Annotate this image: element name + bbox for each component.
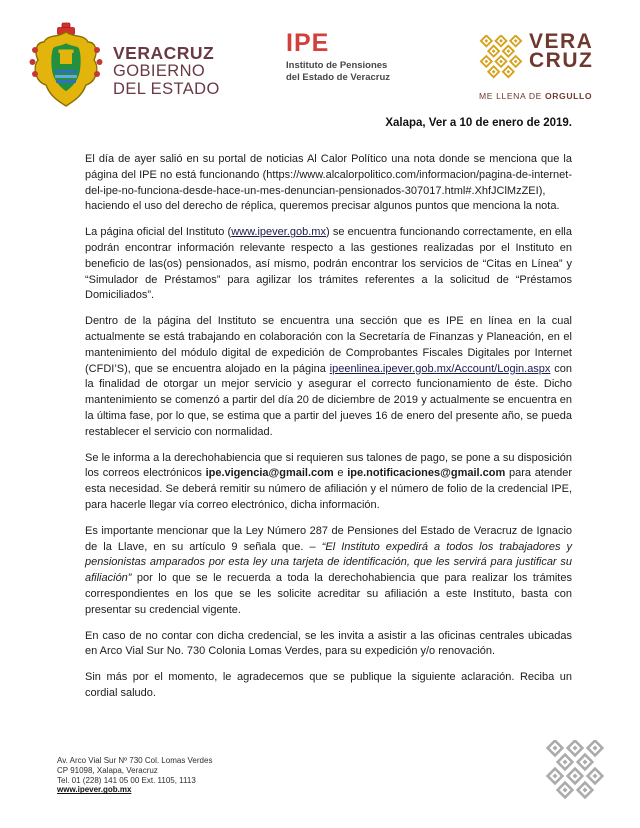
ipe-enlinea-login-link[interactable]: ipeenlinea.ipever.gob.mx/Account/Login.aspx (329, 362, 551, 375)
paragraph-news-note (85, 152, 572, 215)
paragraph-closing: Sin más por el momento, le agradecemos que se publique la siguiente aclaración. Reciba un cordial saludo. (85, 671, 572, 699)
gobierno-wordmark (113, 44, 220, 98)
ipe-logo (286, 30, 390, 84)
ipe-subtitle-line1: Instituto de Pensiones (286, 60, 388, 71)
ipe-acronym: IPE (286, 29, 330, 57)
brand-tagline (479, 91, 619, 101)
veracruz-brand-logo (479, 32, 619, 101)
veracruz-gobierno-logo (28, 22, 220, 108)
p4-text-post: para atender esta necesidad. Se deberá remitir su número de afiliación y el número de folio de la credencial IPE, para hacerle llegar vía correo electrónico, dicha información. (85, 467, 573, 511)
footer-address-line2: CP 91098, Xalapa, Veracruz (57, 765, 158, 775)
gobierno-line3: DEL ESTADO (113, 80, 220, 98)
paragraph-maintenance (85, 314, 572, 440)
law-article-quote: “El Instituto expedirá a todos los trabajadores y pensionistas amparados por esta ley una tarjeta de identificación, que les servirá para justificar su afiliación” (85, 540, 572, 585)
veracruz-textile-pattern-icon (479, 35, 523, 82)
alcalorpolitico-url: https://www.alcalorpolitico.com/informacion/pagina-de-internet-del-ipe-no-funciona-desde-hace-un-mes-denuncian-pensionados-307017.html#.XhfJClMzZEI (85, 168, 572, 197)
gobierno-state-name: VERACRUZ (113, 43, 215, 63)
tagline-prefix: ME LLENA DE (479, 91, 545, 101)
gobierno-line2: GOBIERNO (113, 62, 206, 80)
footer-contact-block (57, 756, 212, 795)
paragraph-credential-offices: En caso de no contar con dicha credencial, se les invita a asistir a las oficinas centrales ubicadas en Arco Vial Sur No. 730 Colonia Lomas Verdes, para su expedición y/o renovación. (85, 629, 572, 658)
p5-text-pre: Es importante mencionar que la Ley Número 287 de Pensiones del Estado de Veracruz de Ignacio de la Llave, en su artículo 9 señala que. – (85, 524, 572, 553)
p5-text-post: por lo que se le recuerda a toda la derechohabiencia que para realizar los trámites correspondientes en los que se les solicite acreditar su afiliación a este Instituto, basta con presentar su credencial vigente. (85, 572, 572, 616)
paragraph-official-site (85, 225, 572, 304)
p1-text-post: ), haciendo el uso del derecho de réplica, queremos precisar algunos puntos que menciona la nota. (85, 184, 560, 213)
footer-address-line1: Av. Arco Vial Sur Nº 730 Col. Lomas Verdes (57, 756, 213, 765)
email-notificaciones: ipe.notificaciones@gmail.com (347, 467, 506, 480)
paragraph-law-287 (85, 524, 572, 619)
date-line: Xalapa, Ver a 10 de enero de 2019. (385, 117, 572, 129)
letter-body (85, 152, 572, 712)
brand-word-vera: VERA (529, 30, 594, 53)
veracruz-brand-wordmark (529, 32, 593, 70)
footer-textile-pattern-icon (544, 740, 606, 804)
p2-text-post: ) se encuentra funcionando correctamente, en ella podrán encontrar información relevante respecto a las gestiones realizadas por el Instituto en beneficio de las(os) pensionados, así mismo, podrán encontrar los servicios de “Citas en Línea” y “Simulador de Préstamos” para agilizar los trámites referentes a la solicitud de “Préstamos Domiciliados”. (85, 226, 572, 302)
p2-text-pre: La página oficial del Instituto ( (85, 226, 232, 239)
tagline-emphasis: ORGULLO (544, 91, 593, 101)
p3-text-pre: Dentro de la página del Instituto se encuentra una sección que es IPE en línea en la cual actualmente se está trabajando en colaboración con la Secretaría de Finanzas y Planeación, en el mantenimiento del módulo digital de expedición de Comprobantes Fiscales Digitales por Internet (CFDI’S), que se encuentra alojado en la página (85, 315, 572, 375)
p1-text-pre: El día de ayer salió en su portal de noticias Al Calor Político una nota donde se menciona que la página del IPE no está funcionando ( (85, 153, 572, 181)
ipever-site-link[interactable]: www.ipever.gob.mx (231, 226, 326, 239)
email-vigencia: ipe.vigencia@gmail.com (205, 467, 334, 480)
p4-text-pre: Se le informa a la derechohabiencia que si requieren sus talones de pago, se pone a su disposición los correos electrónicos (85, 451, 572, 480)
veracruz-coat-of-arms-icon (28, 22, 104, 108)
p3-text-post: con la finalidad de otorgar un mejor servicio y asegurar el correcto funcionamiento de éste. Dicho mantenimiento se comenzó a partir del día 20 de diciembre de 2019 y actualmente se encuentra en la última fase, por lo que, se estima que a partir del jueves 16 de enero del presente año, se pueda restablecer el servicio con normalidad. (85, 362, 573, 438)
footer-phone: Tel. 01 (228) 141 05 00 Ext. 1105, 1113 (57, 775, 196, 785)
footer-website-link[interactable]: www.ipever.gob.mx (57, 785, 132, 795)
ipe-subtitle (286, 60, 390, 84)
paragraph-paystub-emails (85, 451, 572, 514)
brand-word-cruz: CRUZ (529, 49, 594, 72)
ipe-subtitle-line2: del Estado de Veracruz (286, 72, 391, 83)
p4-text-mid: e (333, 467, 348, 480)
